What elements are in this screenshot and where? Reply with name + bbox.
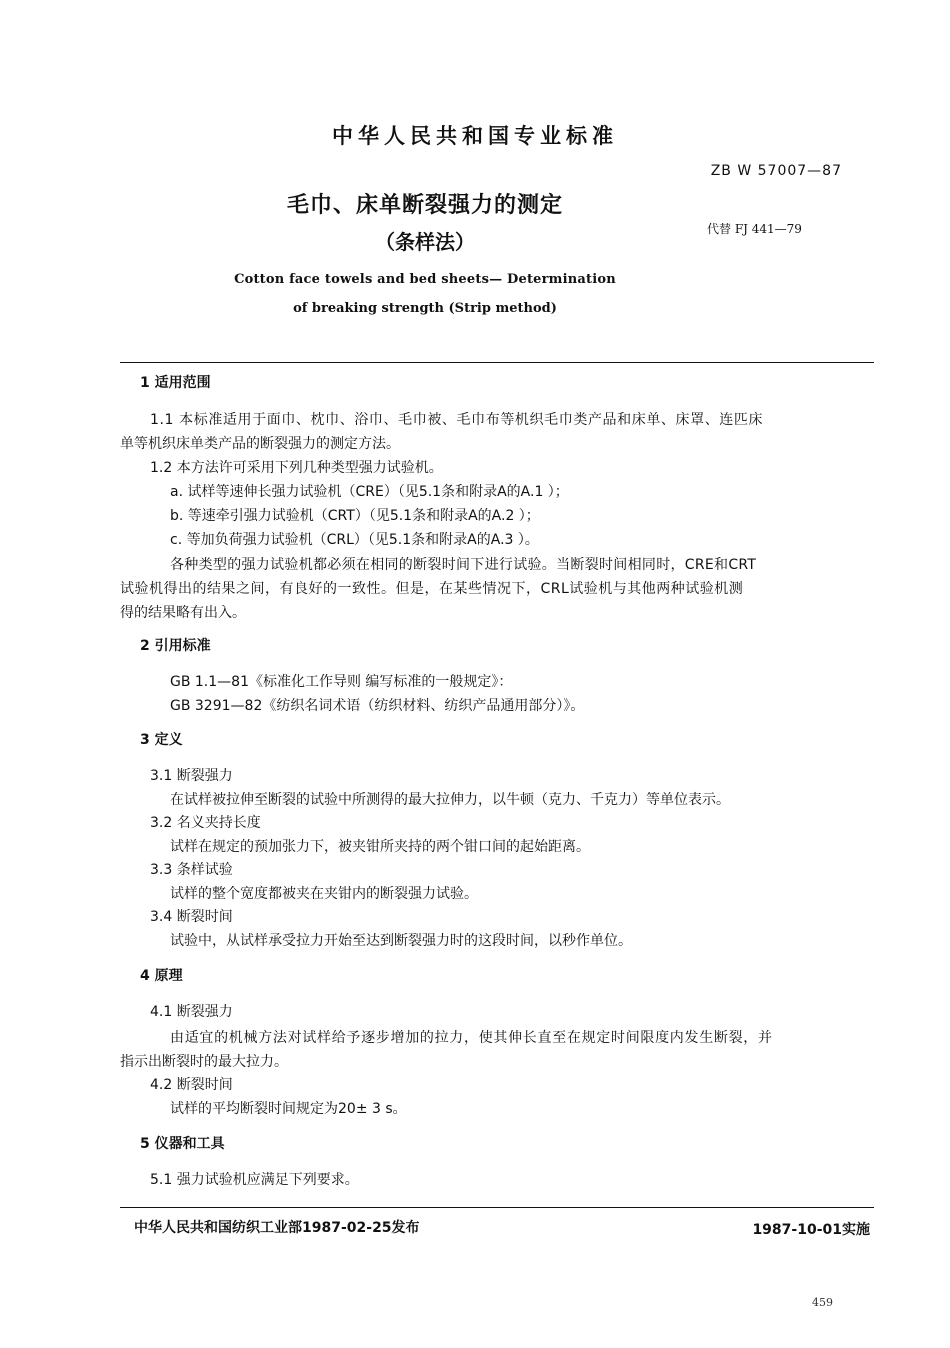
standard-category-heading: 中华人民共和国专业标准	[332, 124, 618, 148]
english-title-line-1: Cotton face towels and bed sheets— Determination	[234, 272, 616, 287]
list-item-b: b. 等速牵引强力试验机（CRT）（见5.1条和附录A的A.2 ）；	[170, 508, 540, 524]
principle-4-1-line-1: 由适宜的机械方法对试样给予逐步增加的拉力，使其伸长直至在规定时间限度内发生断裂，并	[170, 1030, 773, 1046]
paragraph-1-2: 1.2 本方法许可采用下列几种类型强力试验机。	[150, 460, 443, 476]
reference-1: GB 1.1—81《标准化工作导则 编写标准的一般规定》：	[170, 674, 513, 690]
section-2-heading: 2 引用标准	[140, 638, 211, 654]
paragraph-1-1-line-2: 单等机织床单类产品的断裂强力的测定方法。	[120, 436, 400, 452]
replaces-standard: 代替 FJ 441—79	[707, 222, 802, 236]
section-4-heading: 4 原理	[140, 968, 183, 984]
standard-number: ZB W 57007—87	[710, 163, 842, 179]
issue-date: 中华人民共和国纺织工业部1987-02-25发布	[134, 1220, 420, 1236]
definition-3-1-heading: 3.1 断裂强力	[150, 768, 233, 784]
effective-date: 1987-10-01实施	[752, 1222, 870, 1238]
header-divider	[120, 362, 874, 363]
list-item-a: a. 试样等速伸长强力试验机（CRE）（见5.1条和附录A的A.1 ）；	[170, 484, 569, 500]
definition-3-2-heading: 3.2 名义夹持长度	[150, 815, 261, 831]
paragraph-1-1-line-1: 1.1 本标准适用于面巾、枕巾、浴巾、毛巾被、毛巾布等机织毛巾类产品和床单、床罩、连匹床	[150, 412, 764, 428]
english-title-line-2: of breaking strength (Strip method)	[293, 301, 557, 316]
definition-3-2-text: 试样在规定的预加张力下，被夹钳所夹持的两个钳口间的起始距离。	[170, 839, 590, 855]
section-1-heading: 1 适用范围	[140, 375, 211, 391]
note-line-1: 各种类型的强力试验机都必须在相同的断裂时间下进行试验。当断裂时间相同时，CRE和CRT	[170, 557, 757, 573]
section-5-heading: 5 仪器和工具	[140, 1136, 225, 1152]
section-3-heading: 3 定义	[140, 732, 183, 748]
definition-3-4-text: 试验中，从试样承受拉力开始至达到断裂强力时的这段时间，以秒作单位。	[170, 933, 632, 949]
footer-divider	[120, 1207, 874, 1208]
note-line-3: 得的结果略有出入。	[120, 605, 246, 621]
definition-3-3-text: 试样的整个宽度都被夹在夹钳内的断裂强力试验。	[170, 886, 478, 902]
page-number: 459	[812, 1296, 833, 1309]
definition-3-3-heading: 3.3 条样试验	[150, 862, 233, 878]
note-line-2: 试验机得出的结果之间，有良好的一致性。但是，在某些情况下，CRL试验机与其他两种试验机测	[120, 581, 744, 597]
definition-3-4-heading: 3.4 断裂时间	[150, 909, 233, 925]
principle-4-2-text: 试样的平均断裂时间规定为20± 3 s。	[170, 1101, 407, 1117]
document-subtitle: （条样法）	[375, 230, 475, 254]
clause-5-1: 5.1 强力试验机应满足下列要求。	[150, 1172, 359, 1188]
reference-2: GB 3291—82《纺织名词术语（纺织材料、纺织产品通用部分）》。	[170, 698, 585, 714]
principle-4-1-heading: 4.1 断裂强力	[150, 1004, 233, 1020]
list-item-c: c. 等加负荷强力试验机（CRL）（见5.1条和附录A的A.3 ）。	[170, 532, 539, 548]
definition-3-1-text: 在试样被拉伸至断裂的试验中所测得的最大拉伸力，以牛顿（克力、千克力）等单位表示。	[170, 792, 730, 808]
principle-4-2-heading: 4.2 断裂时间	[150, 1077, 233, 1093]
principle-4-1-line-2: 指示出断裂时的最大拉力。	[120, 1054, 288, 1070]
document-title: 毛巾、床单断裂强力的测定	[286, 193, 563, 218]
